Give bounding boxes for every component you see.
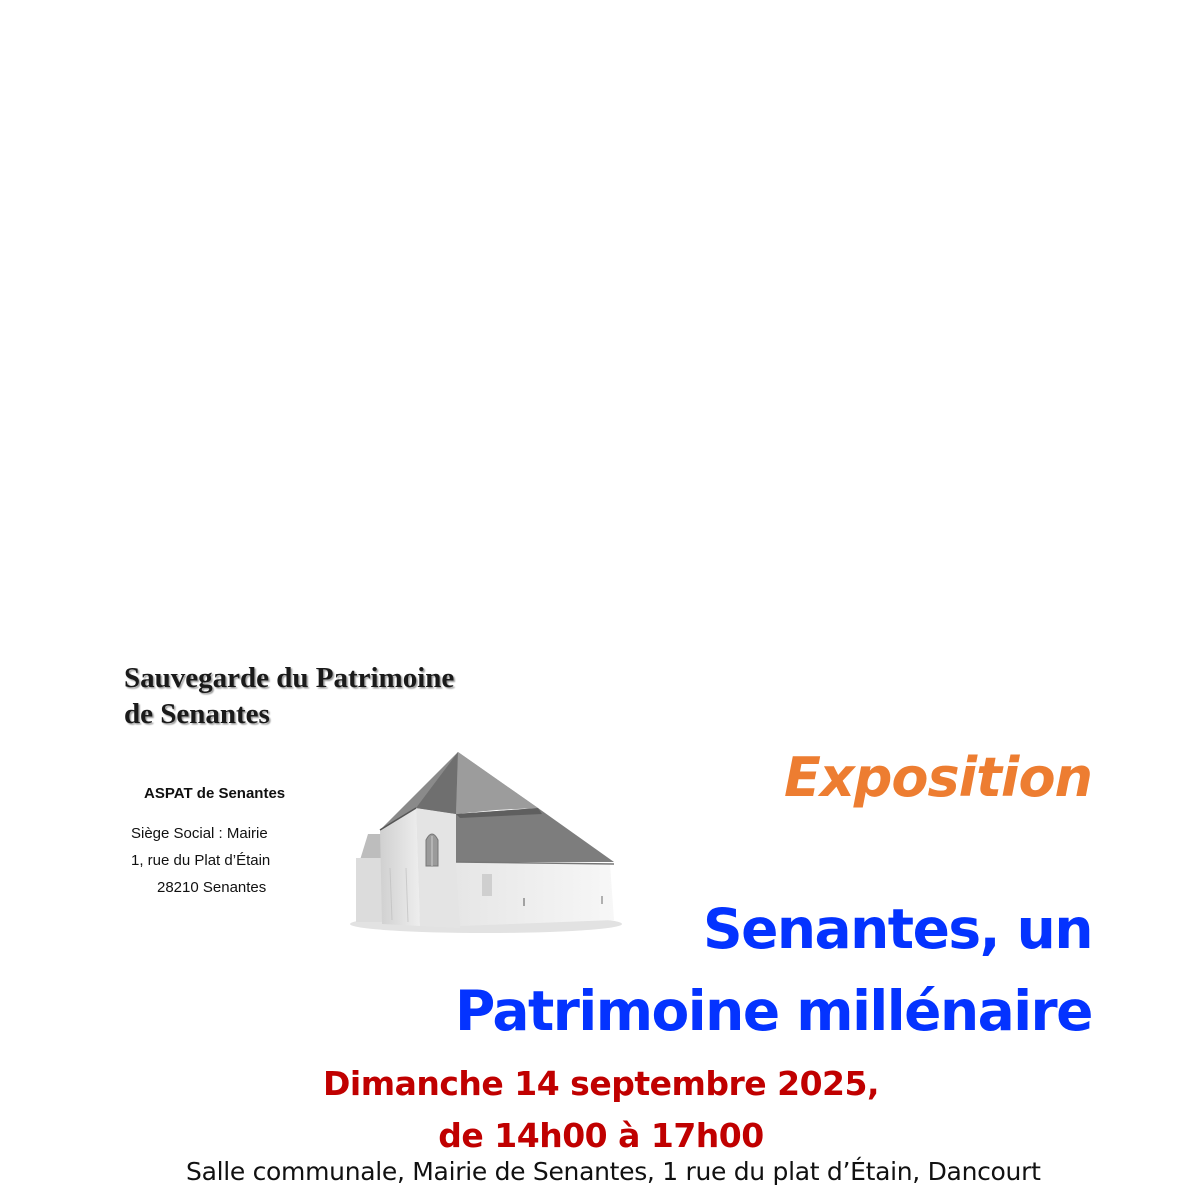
- event-date: Dimanche 14 septembre 2025,: [322, 1064, 880, 1103]
- association-name: ASPAT de Senantes: [144, 785, 286, 802]
- organization-title-line1: Sauvegarde du Patrimoine: [124, 662, 455, 694]
- exhibition-title-line1: Senantes, un: [702, 897, 1092, 961]
- exhibition-title-line2: Patrimoine millénaire: [455, 979, 1092, 1043]
- organization-title: [124, 660, 454, 732]
- exhibition-title: [455, 888, 1092, 1052]
- event-date-block: [0, 1058, 1202, 1162]
- event-venue: Salle communale, Mairie de Senantes, 1 rue du plat d’Étain, Dancourt: [186, 1157, 1041, 1186]
- exposition-heading: Exposition: [784, 746, 1092, 809]
- address-line-seat: Siège Social : Mairie: [131, 825, 268, 842]
- organization-title-line2: de Senantes: [124, 698, 270, 730]
- event-hours: de 14h00 à 17h00: [438, 1116, 764, 1155]
- address-line-street: 1, rue du Plat d’Étain: [131, 852, 271, 869]
- address-line-city: 28210 Senantes: [157, 879, 267, 896]
- association-address: [131, 820, 270, 901]
